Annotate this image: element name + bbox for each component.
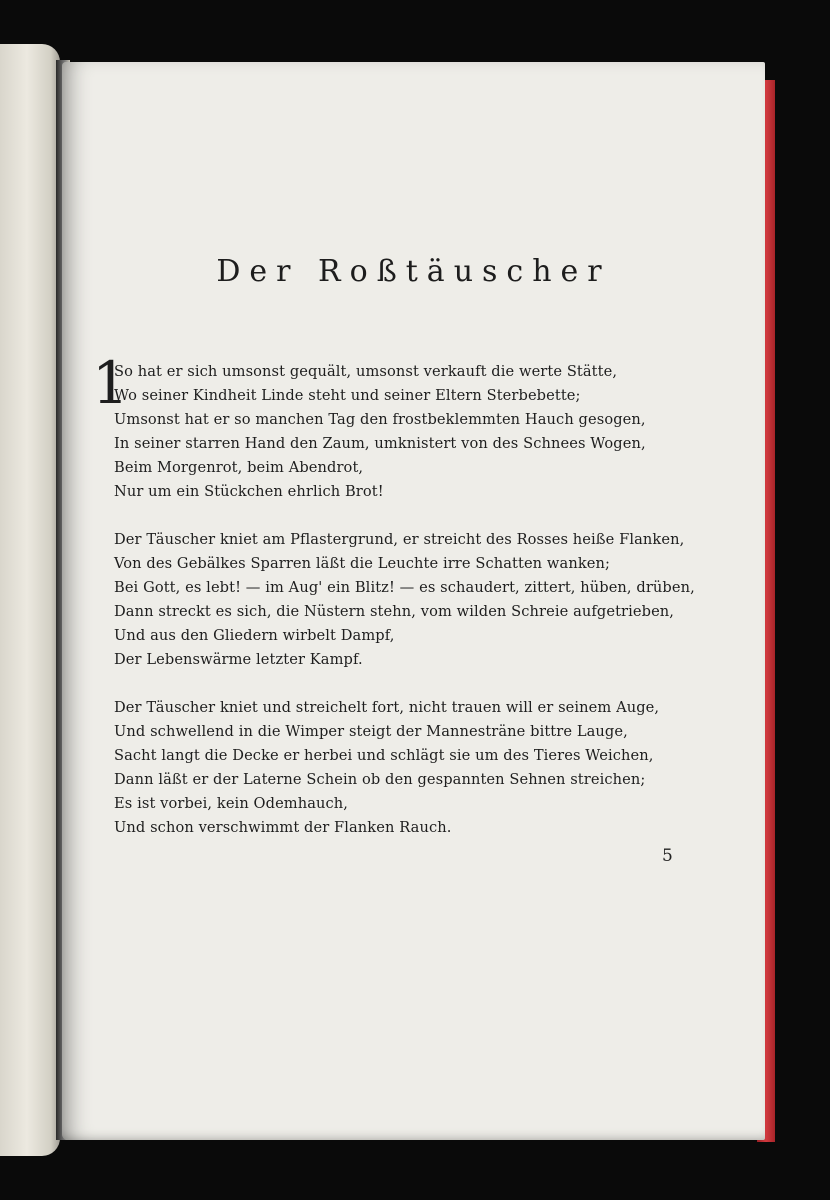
page-number: 5 — [662, 846, 673, 866]
poem-line: Beim Morgenrot, beim Abendrot, — [114, 459, 364, 476]
poem-line: Sacht langt die Decke er herbei und schlägt sie um des Tieres Weichen, — [114, 747, 654, 764]
stanza-number-initial: 1 — [92, 349, 129, 417]
poem-line: In seiner starren Hand den Zaum, umknistert von des Schnees Wogen, — [114, 435, 646, 452]
poem-line: Dann läßt er der Laterne Schein ob den gespannten Sehnen streichen; — [114, 771, 646, 788]
poem-line: Und aus den Gliedern wirbelt Dampf, — [114, 627, 395, 644]
poem-line: Umsonst hat er so manchen Tag den frostbeklemmten Hauch gesogen, — [114, 411, 646, 428]
poem-line: Von des Gebälkes Sparren läßt die Leuchte irre Schatten wanken; — [114, 555, 611, 572]
poem-line: Dann streckt es sich, die Nüstern stehn, vom wilden Schreie aufgetrieben, — [114, 603, 675, 620]
poem-line: Der Täuscher kniet am Pflastergrund, er streicht des Rosses heiße Flanken, — [114, 531, 685, 548]
stanza — [114, 360, 734, 504]
poem-line: Der Lebenswärme letzter Kampf. — [114, 651, 363, 668]
poem-line: Und schon verschwimmt der Flanken Rauch. — [114, 819, 452, 836]
poem-line: Bei Gott, es lebt! — im Aug' ein Blitz! — es schaudert, zittert, hüben, drüben, — [114, 579, 695, 596]
poem-line: Und schwellend in die Wimper steigt der Mannesträne bittre Lauge, — [114, 723, 628, 740]
poem-title: Der Roßtäuscher — [216, 254, 611, 289]
stanza — [114, 696, 734, 840]
left-page-edge — [0, 44, 60, 1156]
book-page — [62, 62, 765, 1140]
poem-line: Nur um ein Stückchen ehrlich Brot! — [114, 483, 384, 500]
poem-body — [114, 360, 734, 864]
poem-line: So hat er sich umsonst gequält, umsonst verkauft die werte Stätte, — [114, 363, 618, 380]
poem-line: Es ist vorbei, kein Odemhauch, — [114, 795, 349, 812]
poem-line: Der Täuscher kniet und streichelt fort, nicht trauen will er seinem Auge, — [114, 699, 660, 716]
poem-line: Wo seiner Kindheit Linde steht und seiner Eltern Sterbebette; — [114, 387, 581, 404]
stanza — [114, 528, 734, 672]
